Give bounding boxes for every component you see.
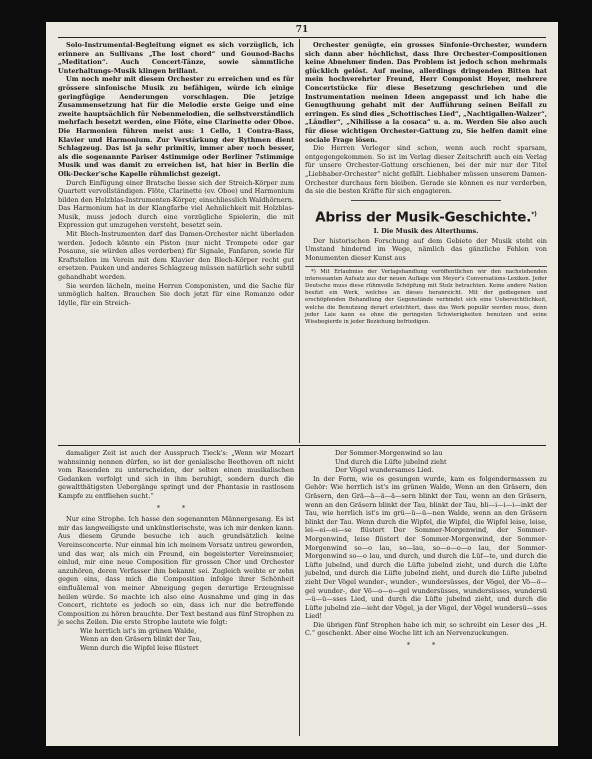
footnote	[305, 266, 547, 327]
short-rule	[351, 200, 501, 201]
section-stars: * *	[156, 503, 196, 512]
column-4	[305, 449, 547, 653]
paragraph: Mit Blech-Instrumenten darf das Damen-Orchester nicht überladen werden. Jedoch könnte ein Piston (nur nicht Trompete oder gar Posaune, sie würden alles verderben) für Signale, Fanfaren, sowie für Kraftstellen im Verein mit dem Klavier den Blech-Körper recht gut ersetzen. Pauken und anderes Schlagzeug müssen natürlich sehr subtil gehandhabt werden.	[58, 230, 294, 282]
paragraph: In der Form, wie es gesungen wurde, kam es folgendermassen zu Gehör: Wie herrlich ist's im grünen Walde, Wenn an den Gräsern, den Gräsern, den Grä—ä—ä—ä—sern blinkt der Tau, wenn an den Gräsern, wenn an den Gräsern blinkt der Tau, blinkt der Tau, bli—i—i—i—inkt der Tau, wie herrlich ist's im grü—ü—ü—nen Walde, wenn an den Gräsern blinkt der Tau. Wenn durch die Wipfel, die Wipfel, die Wipfel leise, leise, lei—ei—ei—se flüstert Der Sommer-Morgenwind, der Sommer-Morgenwind, leise flüstert der Sommer-Morgenwind, der Sommer-Morgenwind so—o lau, so—lau, so—o—o—o lau, der Sommer-Morgenwind so—o lau, und durch, und durch die Lüf—te, und durch die Lüfte jubelnd, und durch die Lüfte jubelnd zieht, und durch die Lüfte jubelnd, und durch die Lüfte jubelnd zieht, und durch die Lüfte jubelnd zieht Der Vögel wunder-, wunder-, wundersüsses, der Vögel, der Vö—ö—gel wunder-, der Vö—o—o—gel wundersüsses, wundersüsses, wundersü—ü—ü—sses Lied, und durch die Lüfte jubelnd zieht, und durch die Lüfte jubelnd zie—ieht der Vögel, ja der Vögel, der Vögel wundersü—sses Lied!	[305, 474, 547, 621]
footnote-text: *) Mit Erlaubniss der Verlagshandlung veröffentlichen wir den nachstehenden interessanten Aufsatz aus der neuen Auflage von Meyer's Conversations-Lexikon. Jeder Deutsche muss diese rühmvolle Schöpfung mit Stolz betrachten. Keine andere Nation besitzt ein Werk, welches an dieses heranreicht. Mit der gediegenen und erschöpfenden Behandlung der Gegenstände verbindet sich eine Uebersichtlichkeit, welche die Benutzung derart erleichtert, dass das Werk populär werden muss, denn jeder Laie kann es ohne die geringsten Schwierigkeiten benutzen und seine Wissbegierde in jeder Beziehung befriedigen.	[305, 268, 547, 325]
top-rule	[58, 37, 546, 38]
verse-line: Wenn an den Gräsern blinkt der Tau,	[80, 635, 202, 644]
verse-block	[58, 627, 294, 653]
column-2	[305, 41, 547, 326]
paragraph: Durch Einfügung einer Bratsche liesse sich der Streich-Körper zum Quartett vervollständigen. Flöte, Clarinette (ev. Oboe) und Harmonium bilden den Holzblas-Instrumenten-Körper, einschliesslich Waldhörnern. Das Harmonium hat in der Klangfarbe viel Aehnlichkeit mit Holzblas-Musik, muss jedoch durch eine vorzügliche Spielerin, die mit Expression gut umzugehen versteht, besetzt sein.	[58, 178, 294, 230]
heading-footnote-mark: *)	[531, 210, 537, 218]
column-divider-upper	[299, 39, 300, 443]
verse-block	[305, 449, 547, 475]
paragraph: Solo-Instrumental-Begleitung eignet es sich vorzüglich, ich erinnere an Sullivans „The lost chord“ und Gounod-Bachs „Meditation“. Auch Concert-Tänze, sowie sämmtliche Unterhaltungs-Musik klingen brillant.	[58, 41, 294, 75]
verse-line: Der Vögel wundersames Lied.	[335, 466, 434, 475]
page-number: 71	[295, 25, 309, 35]
verse-line: Und durch die Lüfte jubelnd zieht	[335, 457, 447, 466]
newspaper-page	[46, 22, 558, 746]
paragraph: Sie werden lächeln, meine Herren Componisten, und die Sache für unmöglich halten. Brauchen Sie doch jetzt für eine Romanze oder Idylle, für ein Streich-	[58, 281, 294, 307]
paragraph: damaliger Zeit ist auch der Ausspruch Tieck's: „Wenn wir Mozart wahnsinnig nennen dürfen, so ist der genialische Beethoven oft nicht vom Rasenden zu unterscheiden, der selten einen musikalischen Gedanken verfolgt und sich in ihm beruhigt, sondern durch die gewaltthätigsten Uebergänge springt und der Phantasie in rastlosem Kampfe zu entfliehen sucht.“	[58, 449, 294, 500]
paragraph: Nur eine Strophe. Ich hasse den sogenannten Männergesang. Es ist mir das langweiligste und unkünstlerischste, was ich mir denken kann. Aus diesem Grunde besuche ich auch grundsätzlich keine Vereinsconcerte. Nur einmal bin ich meinem Vorsatz untreu geworden, und das war, als mich ein Freund, ein begeisterter Vereinsmeier, einlud, mir eine neue Composition für grossen Chor und Orchester anzuhören, deren Verfasser ihm bekannt sei. Zugleich weihte er zehn gegen eins, dass mich die Composition infolge ihrer Schönheit einfluãlemal von meiner Abneigung gegen derartige Erzeugnisse heilen würde. So machte ich also eine Ausnahme und ging in das Concert, richtete es jedoch so ein, dass ich nur die betreffende Composition zu hören brauchte. Der Text bestand aus fünf Strophen zu je sechs Zeilen. Die erste Strophe lautete wie folgt:	[58, 515, 294, 627]
column-1	[58, 41, 294, 307]
article-subheading: I. Die Musik des Alterthums.	[373, 227, 479, 236]
paragraph: Die übrigen fünf Strophen habe ich mir, so schreibt ein Leser des „H. C.“ geschenkt. Aber eine Woche litt ich an Nervenzuckungen.	[305, 620, 547, 638]
section-divider	[58, 445, 546, 446]
paragraph: Um noch mehr mit diesem Orchester zu erreichen und es für grössere sinfonische Musik zu befähigen, würde ich einige geringfügige Aenderungen vorschlagen. Die jetzige Zusammensetzung hat für die Melodie erste Geige und eine zweite hauptsächlich für Nebenmelodien, die selbstverständlich mehrfach besetzt werden, eine Flöte, eine Clarinette oder Oboe. Die Harmonien führen meist aus: 1 Cello, 1 Contra-Bass, Klavier und Harmonium. Zur Verstärkung der Rythmen dient Schlagzeug. Das ist ja sehr primitiv, immer aber noch besser, als die sogenannte Pariser 4stimmige oder Berliner 7stimmige Musik und was damit zu erreichen ist, hat hier in Berlin die Olk-Decker'sche Kapelle rühmlichst gezeigt.	[58, 75, 294, 178]
section-stars: * *	[406, 641, 446, 650]
column-3	[58, 449, 294, 653]
verse-line: Der Sommer-Morgenwind so lau	[335, 449, 443, 457]
article-heading	[305, 207, 547, 226]
verse-line: Wenn durch die Wipfel leise flüstert	[80, 644, 199, 653]
heading-text: Abriss der Musik-Geschichte.	[315, 209, 532, 226]
paragraph: Die Herren Verleger sind schon, wenn auch recht sparsam, entgegengekommen. So ist im Verlag dieser Zeitschrift auch ein Verlag für unsere Orchester-Gattung erschienen, bei der mir nur der Titel „Liebhaber-Orchester“ nicht gefällt. Liebhaber müssen unserem Damen-Orchester durchaus fern bleiben. Gerade sie können es nur verderben, da sie die besten Kräfte für sich engagieren.	[305, 144, 547, 196]
verse-line: Wie herrlich ist's im grünen Walde,	[80, 626, 197, 635]
paragraph: Orchester genügte, ein grosses Sinfonie-Orchester, wundern sich dann aber höchlichst, dass Ihre Orchester-Compositionen keine Abnehmer finden. Das Problem ist jedoch schon mehrmals glücklich gelöst. Auf meine, allerdings dringenden Bitten hat mein hochverehrter Freund, Herr Componist Hoyer, mehrere Concertstücke für diese Besetzung geschrieben und die Instrumentation meinen Ideen angepasst und ich habe die Genugthuung gehabt mit der Aufführung seinen Beifall zu erringen. Es sind dies „Schottisches Lied“, „Nachtigallen-Walzer“, „Ländler“, „Nihilisse a la cosaca“ u. a. m. Werden Sie also auch für diese wichtigen Orchester-Gattung zu, Sie helfen damit eine sociale Frage lösen.	[305, 41, 547, 144]
article-intro: Der historischen Forschung auf dem Gebiete der Musik steht ein Umstand hindernd im Wege, nämlich das gänzliche Fehlen von Monumenten dieser Kunst aus	[305, 236, 547, 262]
column-divider-lower	[299, 448, 300, 736]
